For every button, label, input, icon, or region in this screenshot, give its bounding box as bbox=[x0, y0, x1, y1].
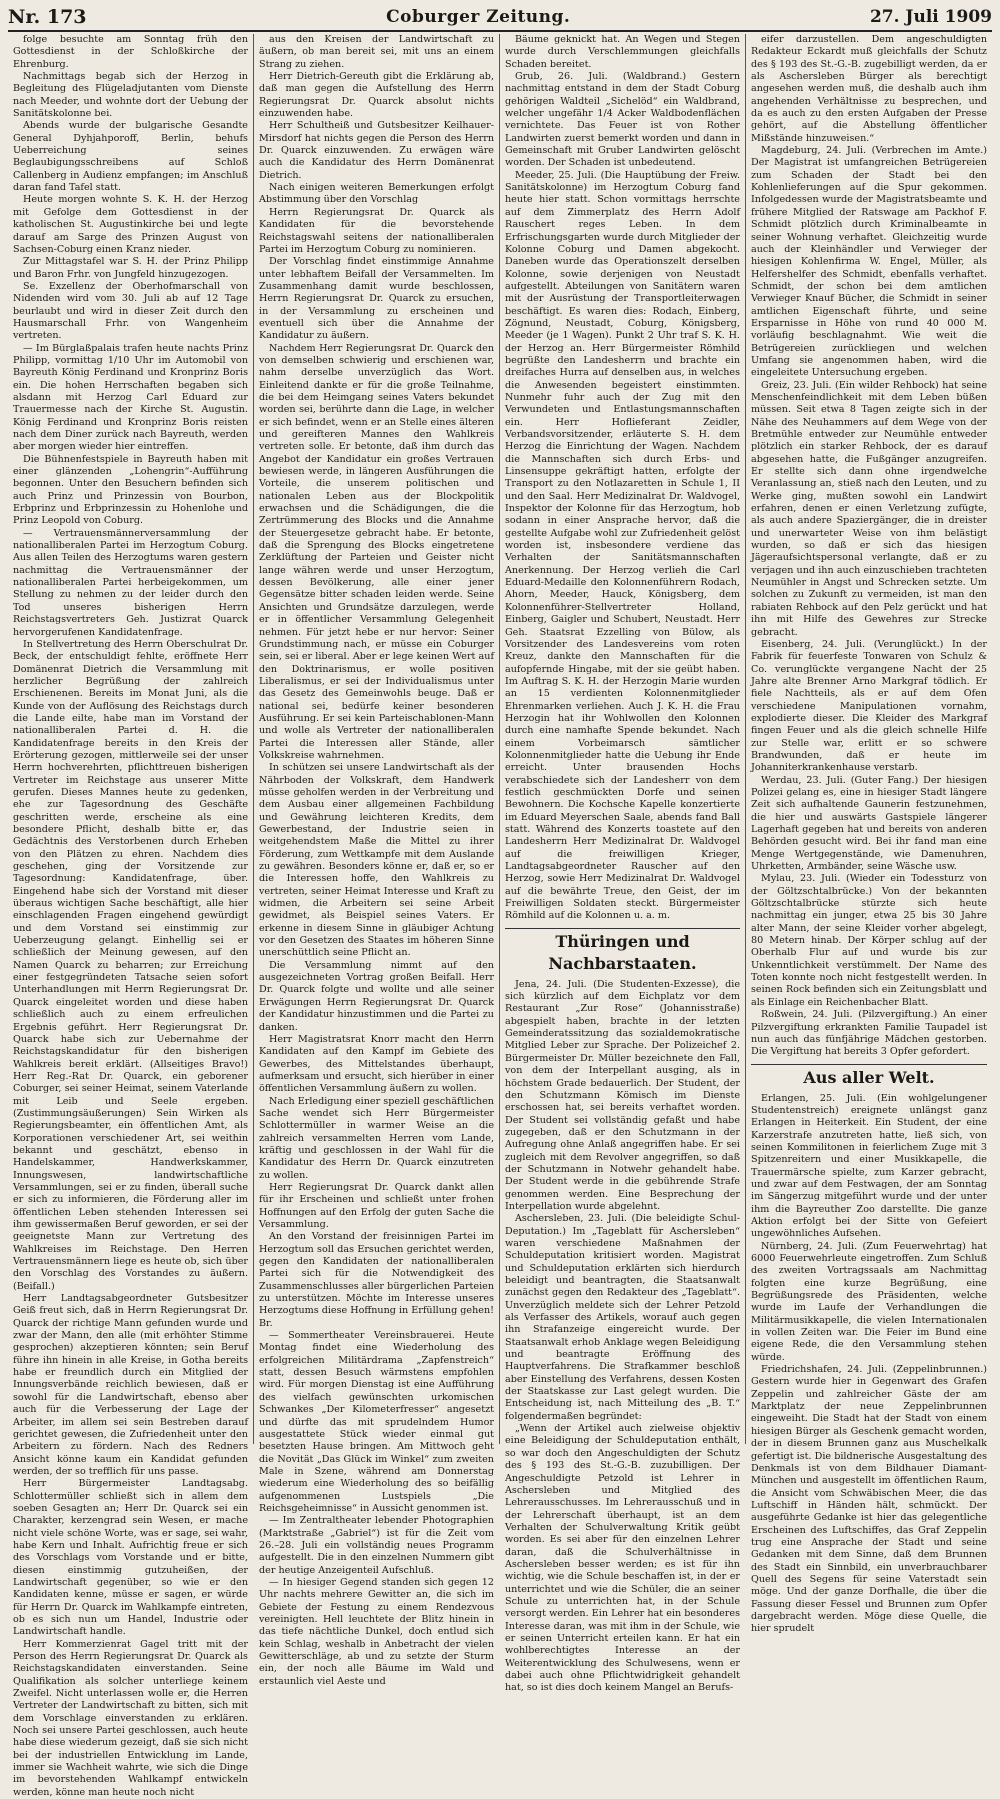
article-paragraph: Aschersleben, 23. Juli. (Die beleidigte Schul-Deputation.) Im „Tageblatt für Aschersleben“ waren verschiedene Maßnahmen der Schuldeputation kritisiert worden. Magistrat und Schuldeputation erklärten sich hierdurch beleidigt und beantragten, die Staatsanwalt zunächst gegen den Redakteur des „Tageblatt“. Unverzüglich meldete sich der Lehrer Petzold als Verfasser des Artikels, worauf auch gegen ihn Strafanzeige eingereicht wurde. Der Staatsanwalt erhob Anklage wegen Beleidigung und beantragte Eröffnung des Hauptverfahrens. Die Strafkammer beschloß aber Einstellung des Verfahrens, dessen Kosten der Staatskasse zur Last gelegt wurden. Die Entscheidung ist, nach Mitteilung des „B. T.“ folgendermaßen begründet: bbox=[505, 1213, 740, 1422]
newspaper-title: Coburger Zeitung. bbox=[386, 7, 571, 27]
article-paragraph: Magdeburg, 24. Juli. (Verbrechen im Amte.) Der Magistrat ist umfangreichen Betrügereien zum Schaden der Stadt bei den Kohlenlieferungen auf die Spur gekommen. Infolgedessen wurde der Magistratsbeamte und frühere Mitglied der Ratswage am Packhof F. Schmidt plötzlich durch Kriminalbeamte in seiner Wohnung verhaftet. Gleichzeitig wurde auch der Kleinhändler und Verwieger der hiesigen Kohlenfirma W. Engel, Müller, als Helfershelfer des Schmidt, ebenfalls verhaftet. Schmidt, der schon bei dem amtlichen Verwieger Knauf Bücher, die Schmidt in seiner amtlichen Eigenschaft führte, und seine Ersparnisse in Höhe von rund 40 000 M. vorläufig beschlagnahmt. Wie weit die Betrügereien zurückliegen und welchen Umfang sie angenommen haben, wird die eingeleitete Untersuchung ergeben. bbox=[751, 145, 987, 379]
article-paragraph: Mylau, 23. Juli. (Wieder ein Todessturz von der Göltzschtalbrücke.) Von der bekannten Göltzschtalbrücke stürzte sich heute nachmittag ein junger, etwa 25 bis 30 Jahre alter Mann, der seine Kleider vorher abgelegt, 80 Metern hinab. Der Körper schlug auf der Oberhalb Flur auf und wurde bis zur Unkenntlichkeit verstümmelt. Der Name des Toten konnte noch nicht festgestellt werden. In seinen Rock befinden sich ein Zeitungsblatt und als Einlage ein Reichenbacher Blatt. bbox=[751, 873, 987, 1008]
article-paragraph: Grub, 26. Juli. (Waldbrand.) Gestern nachmittag entstand in dem der Stadt Coburg gehörigen Waldteil „Sichelöd“ ein Waldbrand, welcher ungefähr 1/4 Acker Waldbodenflächen vernichtete. Das Feuer ist von Rother Landwirten zuerst bemerkt worden und dann in Gemeinschaft mit Gruber Landwirten gelöscht worden. Der Schaden ist unbedeutend. bbox=[505, 71, 740, 169]
article-paragraph: Greiz, 23. Juli. (Ein wilder Rehbock) hat seine Menschenfeindlichkeit mit dem Leben büßen müssen. Seit etwa 8 Tagen zeigte sich in der Nähe des Neuhammers auf dem Wege von der Bretmühle entweder zur Neumühle entweder plötzlich ein starker Rehbock, der es darauf abgesehen hatte, die Fußgänger anzugreifen. Er stellte sich dann ohne irgendwelche Veranlassung an, stieß nach den Leuten, und zu Werke ging, mußten sowohl ein Landwirt erfahren, denen er einen Verletzung zufügte, als auch andere Spaziergänger, die in dreister und unerwarteter Weise von ihm belästigt wurden, so daß er sich das hiesigen Jägeraufsichtspersonal verlangte, daß er zu verjagen und ihn auch einzuschieben trachteten Neumühler in Angst und Schrecken setzte. Um solchen zu Zukunft zu vermeiden, ist man den rabiaten Rehbock auf den Pelz gerückt und hat ihn mit Hilfe des Gewehres zur Strecke gebracht. bbox=[751, 379, 987, 638]
article-paragraph: Bäume geknickt hat. An Wegen und Stegen wurde durch Verschlemmungen gleichfalls Schaden bereitet. bbox=[505, 34, 740, 70]
article-paragraph: — In hiesiger Gegend standen sich gegen 12 Uhr nachts mehrere Gewitter an, die sich im Gebiete der Festung zu einem Rendezvous vereinigten. Hell leuchtete der Blitz hinein in das tiefe nächtliche Dunkel, doch entlud sich kein Schlag, weshalb in Anbetracht der vielen Gewitterschläge, ab und zu setzte der Sturm ein, der noch alle Bäume im Wald und erstaunlich viel Aeste und bbox=[259, 1576, 494, 1687]
article-paragraph: Se. Exzellenz der Oberhofmarschall von Nidenden wird vom 30. Juli ab auf 12 Tage beurlaubt und wird in dieser Zeit durch den Hausmarschall Frhr. von Wangenheim vertreten. bbox=[13, 280, 248, 342]
article-paragraph: folge besuchte am Sonntag früh den Gottesdienst in der Schloßkirche der Ehrenburg. bbox=[13, 34, 248, 70]
article-paragraph: Meeder, 25. Juli. (Die Hauptübung der Freiw. Sanitätskolonne) im Herzogtum Coburg fand heute hier statt. Schon vormittags herrschte auf dem Zimmerplatz des Herrn Adolf Rauschert reges Leben. In dem Erfrischungsgarten wurde durch Mitglieder der Kolonne Coburg und Damen abgekocht. Daneben wurde das Operationszelt derselben Kolonne, sowie derjenigen von Neustadt aufgestellt. Abteilungen von Sanitätern waren mit der Ausrüstung der Transportleiterwagen beschäftigt. Es waren dies: Rodach, Einberg, Zögnund, Neustadt, Coburg, Königsberg, Meeder (je 1 Wagen). Punkt 2 Uhr traf S. K. H. der Herzog an. Herr Bürgermeister Römhild begrüßte den Landesherrn und brachte ein dreifaches Hurra auf denselben aus, in welches die Anwesenden begeistert einstimmten. Nunmehr fuhr auch der Zug mit den Verwundeten und Entlastungsmannschaften ein. Herr Hoflieferant Zeidler, Verbandsvorsitzender, erläuterte S. H. dem Herzog die Einrichtung der Wagen. Nachdem die Mannschaften sich durch Erbs- und Linsensuppe gekräftigt hatten, erfolgte der Transport zu den Notlazaretten in Schule 1, II und den Saal. Herr Medizinalrat Dr. Waldvogel, Inspektor der Kolonne für das Herzogtum, hob sodann in einer Ansprache hervor, daß die gestellte Aufgabe wohl zur Zufriedenheit gelöst worden ist, insbesondere verdiene das Verhalten der Sanitätsmannschaften Anerkennung. Der Herzog verlieh die Carl Eduard-Medaille den Kolonnenführern Rodach, Ahorn, Meeder, Hauck, Königsberg, dem Kolonnenführer-Stellvertreter Holland, Einberg, Gaigler und Schubert, Neustadt. Herr Geh. Staatsrat Ezzelling von Bülow, als Vorsitzender des Landesvereins vom roten Kreuz, dankte den Mannschaften für die aufopfernde Hingabe, mit der sie geübt haben. Im Auftrag S. K. H. der Herzogin Marie wurden an 15 verdienten Kolonnenmitglieder Ehrenmarken verliehen. Auch J. K. H. die Frau Herzogin hat ihr Wohlwollen den Kolonnen durch eine namhafte Spende bekundet. Nach einem Vorbeimarsch sämtlicher Kolonnenmitglieder hatte die Uebung ihr Ende erreicht. Unter brausenden Hochs verabschiedete sich der Landesherr von dem festlich geschmückten Dorfe und seinen Bewohnern. Die Kochsche Kapelle konzertierte im Eduard Meyerschen Saale, abends fand Ball statt. Während des Konzerts toastete auf den Landesherrn Herr Medizinalrat Dr. Waldvogel auf die freiwilligen Krieger, Landtagsabgeordneter Rauscher auf den Herzog, sowie Herr Medizinalrat Dr. Waldvogel auf die bewährte Treue, den Geist, der im Freiwilligen Soldaten steckt. Bürgermeister Römhild auf die Kolonnen u. a. m. bbox=[505, 169, 740, 922]
article-paragraph: Jena, 24. Juli. (Die Studenten-Exzesse), die sich kürzlich auf dem Eichplatz vor dem Restaurant „Zur Rose“ (Johannisstraße) abgespielt haben, brachte in der letzten Gemeinderatssitzung das sozialdemokratische Mitglied Leber zur Sprache. Der Polizeichef 2. Bürgermeister Dr. Müller bezeichnete den Fall, von dem der Interpellant ausging, als in höchstem Grade bedauerlich. Der Student, der den Schutzmann Kömisch im Dienste erschossen hat, sei bereits verhaftet worden. Der Student sei vollständig gefaßt und habe zugegeben, daß er den Schutzmann in der Aufregung ohne Anlaß angegriffen habe. Er sei zugleich mit dem Revolver angegriffen, so daß der Schutzmann in Notwehr gehandelt habe. Der Student werde in die gebührende Strafe genommen werden. Eine Besprechung der Interpellation wurde abgelehnt. bbox=[505, 978, 740, 1212]
article-paragraph: Abends wurde der bulgarische Gesandte General Dyhjahporoff, Berlin, behufs Ueberreichung seines Beglaubigungsschreibens auf Schloß Callenberg in Audienz empfangen; im Anschluß daran fand Tafel statt. bbox=[13, 120, 248, 194]
article-paragraph: Roßwein, 24. Juli. (Pilzvergiftung.) An einer Pilzvergiftung erkrankten Familie Taupadel ist nun auch das fünfjährige Mädchen gestorben. Die Vergiftung hat bereits 3 Opfer gefordert. bbox=[751, 1009, 987, 1058]
article-paragraph: Erlangen, 25. Juli. (Ein wohlgelungener Studentenstreich) ereignete unlängst ganz Erlangen in Heiterkeit. Ein Student, der eine Karzerstrafe anzutreten hatte, ließ sich, von seinen Kommilitonen in feierlichem Zuge mit 3 Spitzenreitern und einer Musikkapelle, die Trauermärsche spielte, zum Karzer gebracht, und zwar auf dem Festwagen, der am Sonntag im Sängerzug mitgeführt wurde und der unter ihm die Bayreuther Zoo darstellte. Die ganze Aktion erfolgt bei der Sitte von Gefeiert ungewöhnliches Aufsehen. bbox=[751, 1092, 987, 1240]
article-paragraph: Eisenberg, 24. Juli. (Verunglückt.) In der Fabrik für feuerfeste Tonwaren von Schulz & Co. verunglückte vergangene Nacht der 25 Jahre alte Brenner Arno Markgraf tödlich. Er fiele Nachtteils, als er auf dem Ofen verschiedene Manipulationen vornahm, explodierte dieser. Die Kleider des Markgraf fingen Feuer und als die gleich schnelle Hilfe zur Stelle war, erlitt er so schwere Brandwunden, daß er heute im Johanniterkrankenhause verstarb. bbox=[751, 638, 987, 774]
article-paragraph: Nach Erledigung einer speziell geschäftlichen Sache wendet sich Herr Bürgermeister Schlottermüller in warmer Weise an die zahlreich versammelten Herren vom Lande, kräftig und geschlossen in der Wahl für die Kandidatur des Herrn Dr. Quarck einzutreten zu wollen. bbox=[259, 1095, 494, 1181]
masthead bbox=[8, 4, 992, 32]
article-paragraph: Herr Bürgermeister Landtagsabg. Schlottermüller schließt sich in allem dem soeben Gesagten an; Herr Dr. Quarck sei ein Charakter, kerzengrad sein Wesen, er mache nicht viele schöne Worte, was er sage, sei wahr, habe Kern und Inhalt. Aufrichtig freue er sich des Vorschlags vom Vorstande und er bitte, diesen einstimmig gutzuheißen, der Landwirtschaft gegenüber, so wie er den Kandidaten kenne, müsse er sagen, er würde für Herrn Dr. Quarck im Wahlkampfe eintreten, ob es sich nun um Handel, Industrie oder Landwirtschaft handle. bbox=[13, 1478, 248, 1638]
article-paragraph: aus den Kreisen der Landwirtschaft zu äußern, ob man bereit sei, mit uns an einem Strang zu ziehen. bbox=[259, 34, 494, 70]
article-paragraph: Friedrichshafen, 24. Juli. (Zeppelinbrunnen.) Gestern wurde hier in Gegenwart des Grafen Zeppelin und zahlreicher Gäste der am Marktplatz der neue Zeppelinbrunnen eingeweiht. Die Stadt hat der Stadt von einem hiesigen Bürger als Geschenk gemacht worden, der in diesem Brunnen ganz aus Muschelkalk gefertigt ist. Die bildnerische Ausgestaltung des Denkmals ist von dem Bildhauer Diamant-München und ausgestellt im öffentlichen Raum, die Ansicht vom Schwäbischen Meer, die das Luftschiff in Händen hält, schmückt. Der ausgeführte Gedanke ist hier das gelegentliche Erscheinen des Luftschiffes, das Graf Zeppelin trug eine Ansprache der Stadt und seine Gedanken mit dem Sinne, daß dem Brunnen des Stadt ein Sinnbild, ein unverbrauchbarer Quell des Segens für seine Vaterstadt sein möge. Und der ganze Dorfhalle, die über die Fassung dieser Fessel und Brunnen zum Opfer dargebracht werden. Möge diese Quelle, die hier sprudelt bbox=[751, 1364, 987, 1635]
section-heading: Thüringen und Nachbarstaaten. bbox=[505, 928, 740, 975]
issue-number: Nr. 173 bbox=[8, 6, 87, 28]
article-paragraph: An den Vorstand der freisinnigen Partei im Herzogtum soll das Ersuchen gerichtet werden, gegen den Kandidaten der nationalliberalen Partei sich für die Notwendigkeit des Zusammenschlusses aller bürgerlichen Parteien zu unterstützen. Möchte im Interesse unseres Herzogtums diese Hoffnung in Erfüllung gehen! Br. bbox=[259, 1231, 494, 1329]
article-paragraph: Herr Schultheiß und Gutsbesitzer Keilhauer-Mirsdorf hat nichts gegen die Person des Herrn Dr. Quarck einzuwenden. Zu erwägen wäre auch die Kandidatur des Herrn Domänenrat Dietrich. bbox=[259, 120, 494, 181]
article-paragraph: Nachmittags begab sich der Herzog in Begleitung des Flügeladjutanten vom Dienste nach Meeder, und wohnte dort der Uebung der Sanitätskolonne bei. bbox=[13, 71, 248, 120]
article-paragraph: Heute morgen wohnte S. K. H. der Herzog mit Gefolge dem Gottesdienst in der katholischen St. Augustinkirche bei und legte darauf am Sarge des Prinzen August von Sachsen-Coburg einen Kranz nieder. bbox=[13, 194, 248, 255]
column-2 bbox=[254, 34, 500, 1687]
article-paragraph: Herr Dietrich-Gereuth gibt die Erklärung ab, daß man gegen die Aufstellung des Herrn Regierungsrat Dr. Quarck absolut nichts einzuwenden habe. bbox=[259, 71, 494, 120]
column-4 bbox=[746, 34, 992, 1635]
article-paragraph: Herrn Regierungsrat Dr. Quarck als Kandidaten für die bevorstehende Reichstagswahl seitens der nationalliberalen Partei im Herzogtum Coburg zu nominieren. bbox=[259, 206, 494, 255]
article-paragraph: — Im Bürglaßpalais trafen heute nachts Prinz Philipp, vormittag 1/10 Uhr im Automobil von Bayreuth König Ferdinand und Kronprinz Boris ein. Die hohen Herrschaften begaben sich alsdann mit Herzog Carl Eduard zur Trauermesse nach der Kirche St. Augustin. König Ferdinand und Kronprinz Boris reisten nach dem Diner zurück nach Bayreuth, werden aber morgen wieder hier eintreffen. bbox=[13, 342, 248, 453]
article-paragraph: — Sommertheater Vereinsbrauerei. Heute Montag findet eine Wiederholung des erfolgreichen Militärdrama „Zapfenstreich“ statt, dessen Besuch wärmstens empfohlen wird. Für morgen Dienstag ist eine Aufführung des vielfach gewünschten urkomischen Schwankes „Der Kilometerfresser“ angesetzt und dürfte das mit sprudelndem Humor ausgestattete Stück wieder einmal gut besetzten Hause bringen. Am Mittwoch geht die Novität „Das Glück im Winkel“ zum zweiten Male in Szene, während am Donnerstag wiederum eine Wiederholung des so beifällig aufgenommenen Lustspiels „Die Reichsgeheimnisse“ in Aussicht genommen ist. bbox=[259, 1330, 494, 1514]
column-1 bbox=[8, 34, 254, 1798]
article-paragraph: Die Versammlung nimmt auf den ausgezeichneten Vortrag großen Beifall. Herr Dr. Quarck folgte und wollte und alle seiner Erwägungen Herrn Regierungsrat Dr. Quarck der Kandidatur hinzustimmen und die Partei zu danken. bbox=[259, 959, 494, 1033]
article-paragraph: Nachdem Herr Regierungsrat Dr. Quarck den von demselben schwierig und erschienen war, nahm derselbe unverzüglich das Wort. Einleitend dankte er für die große Teilnahme, die bei dem Heimgang seines Vaters bekundet worden sei, berührte dann die Lage, in welcher er sich befindet, wenn er an Stelle eines älteren und gereifteren Mannes den Wahlkreis vertreten solle. Er betonte, daß ihm durch das Angebot der Kandidatur ein großes Vertrauen bewiesen werde, in längeren Ausführungen die Vorteile, die unserem politischen und nationalen Leben aus der Blockpolitik erwachsen und die Schädigungen, die die Zertrümmerung des Blocks und die Annahme der Steuergesetze gebracht habe. Er betonte, daß die Sprengung des Blocks eingetretene Zerklüftung der Parteien und Geister nicht lange währen werde und unser Herzogtum, dessen Bevölkerung, alle einer jener Gegensätze bitter schaden leiden werde. Seine Ansichten und Grundsätze darzulegen, werde er in öffentlicher Versammlung Gelegenheit nehmen. Für jetzt hebe er nur hervor: Seiner Grundstimmung nach, er müsse ein Coburger sein, sei er liberal. Aber er lege keinen Wert auf den Doktrinarismus, er wolle positiven Liberalismus, er sei der Individualismus unter das Gesetz des Gemeinwohls beuge. Daß er national sei, bedürfe keiner besonderen Ausführung. Er sei kein Parteischablonen-Mann und wolle als Vertreter der nationalliberalen Partei die Interessen aller Stände, aller Volkskreise wahrnehmen. bbox=[259, 342, 494, 761]
article-paragraph: In Stellvertretung des Herrn Oberschulrat Dr. Beck, der entschuldigt fehlte, eröffnete Herr Domänenrat Dietrich die Versammlung mit herzlicher Begrüßung der zahlreich Erschienenen. Bereits im Monat Juni, als die Kunde von der Auflösung des Reichstags durch die Lande eilte, habe man im Vorstand der nationalliberalen Partei d. H. die Kandidatenfrage bereits in den Kreis der Erörterung gezogen, mittlerweile sei der unser Herrn hochverehrten, pflichttreuen bisherigen Vertreter im Reichstage aus unserer Mitte gerufen. Dieses Mannes heute zu gedenken, ehe zur Tagesordnung des Geschäfte geschritten werde, erscheine als eine besondere Pflicht, deshalb bitte er, das Gedächtnis des Verstorbenen durch Erheben von den Plätzen zu ehren. Nachdem dies geschehen, ging der Vorsitzende zur Tagesordnung: Kandidatenfrage, über. Eingehend habe sich der Vorstand mit dieser überaus wichtigen Sache beschäftigt, alle hier einschlagenden Fragen eingehend gewürdigt und dem Vorstand sei einstimmig zur Ueberzeugung gelangt. Einhellig sei er schließlich der Meinung gewesen, auf den Namen Quarck zu beharren; zur Erreichung einer festgegründeten Tatsache seien sofort Unterhandlungen mit Herrn Regierungsrat Dr. Quarck eingeleitet worden und diese haben schließlich auch zu einem erfreulichen Ergebnis geführt. Herr Regierungsrat Dr. Quarck habe sich zur Uebernahme der Reichstagskandidatur für den bisherigen Wahlkreis bereit erklärt. (Allseitiges Bravo!) Herr Reg.-Rat Dr. Quarck, ein geborener Coburger, sei seiner Heimat, seinem Vaterlande mit Leib und Seele ergeben. (Zustimmungsäußerungen) Sein Wirken als Regierungsbeamter, ein öffentlichen Amt, als Korporationen verschiedener Art, sei weithin bekannt und geschätzt, ebenso in Handelskammer, Handwerkskammer, Innungswesen, landwirtschaftliche Versammlungen, sei er zu finden, überall suche er sich zu informieren, die Förderung aller im öffentlichen Leben stehenden Interessen sei ihm gewissermaßen Beruf geworden, er sei der geeignetste Mann zur Vertretung des Wahlkreises im Reichstage. Den Herren Vertrauensmännern liege es heute ob, sich über den Vorschlag des Vorstandes zu äußern. (Beifall.) bbox=[13, 638, 248, 1292]
article-paragraph: Herr Landtagsabgeordneter Gutsbesitzer Geiß freut sich, daß in Herrn Regierungsrat Dr. Quarck der richtige Mann gefunden wurde und zwar der Mann, den alle (mit erhöhter Stimme gesprochen) akzeptieren könnten; sein Beruf führe ihn hinein in alle Kreise, in Gotha bereits habe er freundlich durch ein Mitglied der Innungsverbände reichlich bewiesen, daß er sowohl für die Landwirtschaft, ebenso aber auch für die Verbesserung der Lage der Arbeiter, im allem sei sein Bestreben darauf gerichtet gewesen, die Zufriedenheit unter den Arbeitern zu fördern. Nach des Redners Ansicht könne kaum ein Kandidat gefunden werden, der so trefflich für uns passe. bbox=[13, 1293, 248, 1477]
article-paragraph: Herr Magistratsrat Knorr macht den Herrn Kandidaten auf den Kampf im Gebiete des Gewerbes, des Mittelstandes überhaupt, aufmerksam und ersucht, sich hierüber in einer öffentlichen Versammlung äußern zu wollen. bbox=[259, 1033, 494, 1095]
article-columns bbox=[8, 34, 992, 1798]
article-paragraph: Werdau, 23. Juli. (Guter Fang.) Der hiesigen Polizei gelang es, eine in hiesiger Stadt längere Zeit sich aufhaltende Gaunerin festzunehmen, die hier und auswärts Gastspiele längerer Lagerhaft gegeben hat und bereits von anderen Behörden gesucht wird. Bei ihr fand man eine Menge Wertgegenstände, wie Damenuhren, Uhrketten, Armbänder, seine Wäsche usw. bbox=[751, 774, 987, 873]
article-paragraph: Nürnberg, 24. Juli. (Zum Feuerwehrtag) hat 6000 Feuerwehrleute eingetroffen. Zum Schluß des zweiten Vortragssaals am Nachmittag folgten eine kurze Begrüßung, eine Begrüßungsrede des Präsidenten, welche wurde im Laufe der Verhandlungen die Militärmusikkapelle, die vielen Internationalen in vollen Zeiten war. Die Feier im Bund eine eigene Rede, die den Versammlung stehen würde. bbox=[751, 1240, 987, 1363]
article-paragraph: Herr Kommerzienrat Gagel tritt mit der Person des Herrn Regierungsrat Dr. Quarck als Reichstagskandidaten einverstanden. Seine Qualifikation als solcher unterliege keinem Zweifel. Nicht unterlassen wolle er, die Herren Vertreter der Landwirtschaft zu bitten, sich mit dem Vorschlage einverstanden zu erklären. Noch sei unsere Partei geschlossen, auch heute habe diese wiederum gezeigt, daß sie sich nicht bei der industriellen Entwicklung im Lande, immer sie Wachheit wahrte, wie sich die Dinge im bevorstehenden Wahlkampf entwickeln werden, könne man heute noch nicht bbox=[13, 1638, 248, 1798]
article-paragraph: — Im Zentraltheater lebender Photographien (Marktstraße „Gabriel“) ist für die Zeit vom 26.–28. Juli ein vollständig neues Programm aufgestellt. Die in den einzelnen Nummern gibt der heutige Anzeigenteil Aufschluß. bbox=[259, 1515, 494, 1576]
article-paragraph: „Wenn der Artikel auch zielweise objektiv eine Beleidigung der Schuldeputation enthält, so war doch den Angeschuldigten der Schutz des § 193 des St.-G.-B. zuzubilligen. Der Angeschuldigte Petzold ist Lehrer in Aschersleben und Mitglied des Lehrerausschusses. Im Lehrerausschuß und in der Lehrerschaft überhaupt, ist an dem Verhalten der Schulverwaltung Kritik geübt worden. Es sei aber für den einzelnen Lehrer daran, daß die Schulverhältnisse in Aschersleben besser werden; es ist für ihn wichtig, wie die Schule beschaffen ist, in der er unterrichtet und wie die Schüler, die an seiner Schule zu unterrichten hat, in der Schule versorgt werden. Ein Lehrer hat ein besonderes Interesse daran, was mit ihm in der Schule, wie er seinen Unterricht erteilen kann. Er hat ein wohlberechtigtes Interesse an der Weiterentwicklung des Schulwesens, wenn er dabei auch ohne Pflichtwidrigkeit gehandelt hat, so ist dies doch keinem Mangel an Berufs- bbox=[505, 1423, 740, 1694]
column-3 bbox=[500, 34, 746, 1694]
article-paragraph: In schützen sei unsere Landwirtschaft als der Nährboden der Volkskraft, dem Handwerk müsse geholfen werden in der Verbreitung und dem Ausbau einer allgemeinen Fachbildung und Gewährung leichteren Kredits, dem Gewerbestand, der Industrie seien in weitgehendstem Maße die Mittel zu ihrer Förderung, zum Wettkampfe mit dem Auslande zu gewähren. Besonders könne er, daß er, so er die Interessen hoffe, den Wahlkreis zu vertreten, seiner Heimat Interesse und Kraft zu widmen, die Arbeitern sei seine Arbeit gewidmet, als Beispiel seines Vaters. Er erkenne in diesem Sinne in gläubiger Achtung vor den Gesetzen des Staates im höheren Sinne unerschüttlich seine Pflicht an. bbox=[259, 762, 494, 959]
article-paragraph: Nach einigen weiteren Bemerkungen erfolgt Abstimmung über den Vorschlag bbox=[259, 182, 494, 206]
article-paragraph: Zur Mittagstafel war S. H. der Prinz Philipp und Baron Frhr. von Jungfeld hinzugezogen. bbox=[13, 256, 248, 280]
article-paragraph: eifer darzustellen. Dem angeschuldigten Redakteur Eckardt muß gleichfalls der Schutz des § 193 des St.-G.-B. zugebilligt werden, da er als Aschersleben Bürger als berechtigt angesehen werden muß, die deshalb auch ihm angehenden Verhältnisse zu besprechen, und da es auch zu den ersten Aufgaben der Presse gehört, auf die Abstellung öffentlicher Mißstände hinzuweisen.“ bbox=[751, 34, 987, 144]
section-heading: Aus aller Welt. bbox=[751, 1064, 987, 1089]
article-paragraph: — Vertrauensmännerversammlung der nationalliberalen Partei im Herzogtum Coburg. Aus allen Teilen des Herzogtums waren gestern nachmittag die Vertrauensmänner der nationalliberalen Partei herbeigekommen, um Stellung zu nehmen zu der leider durch den Tod unseres bisherigen Herrn Reichstagsvertreters Geh. Justizrat Quarck hervorgerufenen Kandidatenfrage. bbox=[13, 527, 248, 638]
article-paragraph: Die Bühnenfestspiele in Bayreuth haben mit einer glänzenden „Lohengrin“-Aufführung begonnen. Unter den Besuchern befinden sich auch Prinz und Prinzessin von Bourbon, Erbprinz und Erbprinzessin zu Hohenlohe und Prinz Leopold von Coburg. bbox=[13, 453, 248, 527]
issue-date: 27. Juli 1909 bbox=[869, 7, 992, 27]
article-paragraph: Herr Regierungsrat Dr. Quarck dankt allen für ihr Erscheinen und schließt unter frohen Hoffnungen auf den Erfolg der guten Sache die Versammlung. bbox=[259, 1181, 494, 1230]
article-paragraph: Der Vorschlag findet einstimmige Annahme unter lebhaftem Beifall der Versammelten. Im Zusammenhang damit wurde beschlossen, Herrn Regierungsrat Dr. Quarck zu ersuchen, in der Versammlung zu erscheinen und eventuell sich über die Annahme der Kandidatur zu äußern. bbox=[259, 256, 494, 342]
